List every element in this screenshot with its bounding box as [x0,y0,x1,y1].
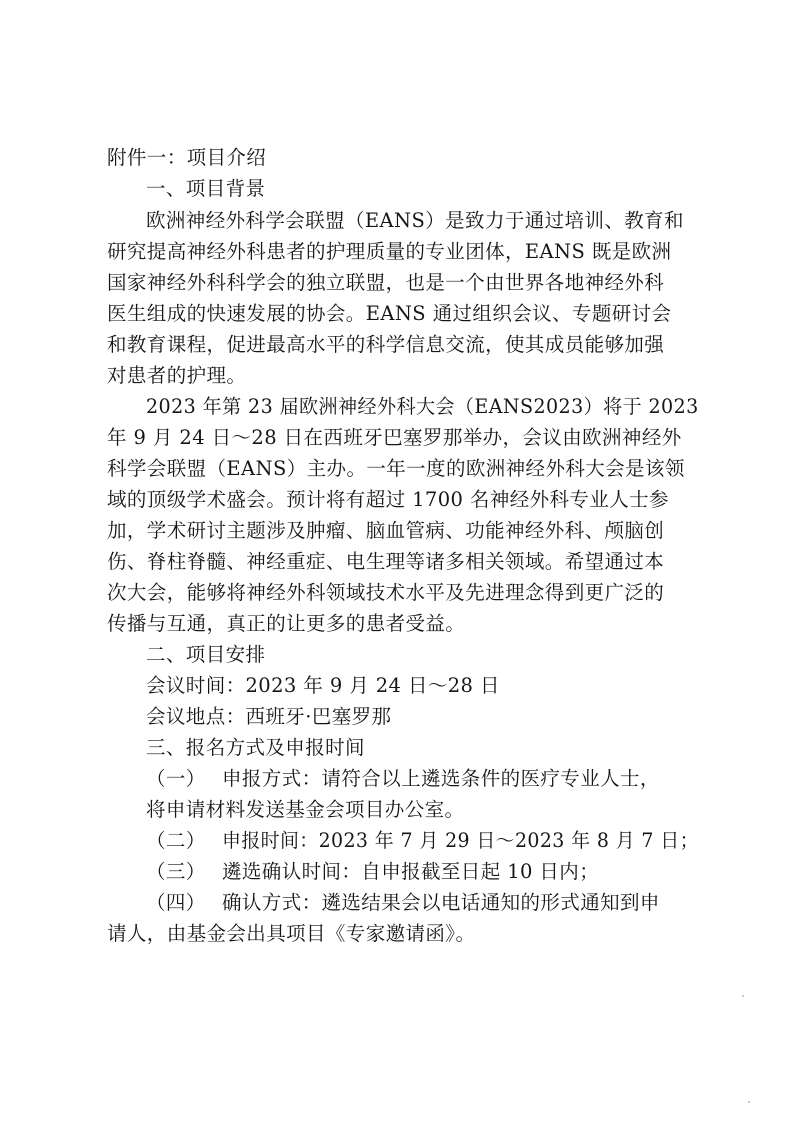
section-heading-registration: 三、报名方式及申报时间 [146,736,365,759]
paragraph-line: 次大会，能够将神经外科领域技术水平及先进理念得到更广泛的 [107,581,665,604]
paragraph-line: 欧洲神经外科学会联盟（EANS）是致力于通过培训、教育和 [146,209,684,232]
list-item-label: （三） [146,860,206,883]
paragraph-line: 2023 年第 23 届欧洲神经外科大会（EANS2023）将于 2023 [146,395,699,418]
section-heading-background: 一、项目背景 [146,177,266,200]
list-item-text: 申报时间：2023 年 7 月 29 日～2023 年 8 月 7 日； [222,829,699,852]
paragraph-line: 科学会联盟（EANS）主办。一年一度的欧洲神经外科大会是该领 [107,457,685,480]
paragraph-line: 医生组成的快速发展的协会。EANS 通过组织会议、专题研讨会 [107,302,672,325]
meeting-time: 会议时间：2023 年 9 月 24 日～28 日 [146,674,500,697]
list-item-text: 确认方式：遴选结果会以电话通知的形式通知到申 [222,891,660,914]
paragraph-line: 年 9 月 24 日～28 日在西班牙巴塞罗那举办，会议由欧洲神经外 [107,426,682,449]
list-item-text: 遴选确认时间：自申报截至日起 10 日内； [222,860,600,883]
paragraph-line: 传播与互通，真正的让更多的患者受益。 [107,612,466,635]
list-item-text: 申报方式：请符合以上遴选条件的医疗专业人士， [222,767,660,790]
list-item-label: （二） [146,829,206,852]
meeting-place: 会议地点：西班牙·巴塞罗那 [146,705,392,728]
paragraph-line: 对患者的护理。 [107,364,247,387]
paragraph-line: 国家神经外科科学会的独立联盟，也是一个由世界各地神经外科 [107,271,665,294]
attachment-title: 附件一：项目介绍 [107,146,267,169]
paragraph-line: 加，学术研讨主题涉及肿瘤、脑血管病、功能神经外科、颅脑创 [107,519,665,542]
paragraph-line: 研究提高神经外科患者的护理质量的专业团体，EANS 既是欧洲 [107,240,672,263]
paragraph-line: 域的顶级学术盛会。预计将有超过 1700 名神经外科专业人士参 [107,488,669,511]
list-item-label: （四） [146,891,206,914]
scan-speck [748,1101,750,1103]
list-item-continuation: 将申请材料发送基金会项目办公室。 [146,798,465,821]
list-item-continuation: 请人，由基金会出具项目《专家邀请函》。 [107,922,476,945]
paragraph-line: 伤、脊柱脊髓、神经重症、电生理等诸多相关领域。希望通过本 [107,550,665,573]
paragraph-line: 和教育课程，促进最高水平的科学信息交流，使其成员能够加强 [107,333,665,356]
list-item-label: （一） [146,767,206,790]
scan-speck [742,995,744,997]
section-heading-arrangement: 二、项目安排 [146,643,266,666]
